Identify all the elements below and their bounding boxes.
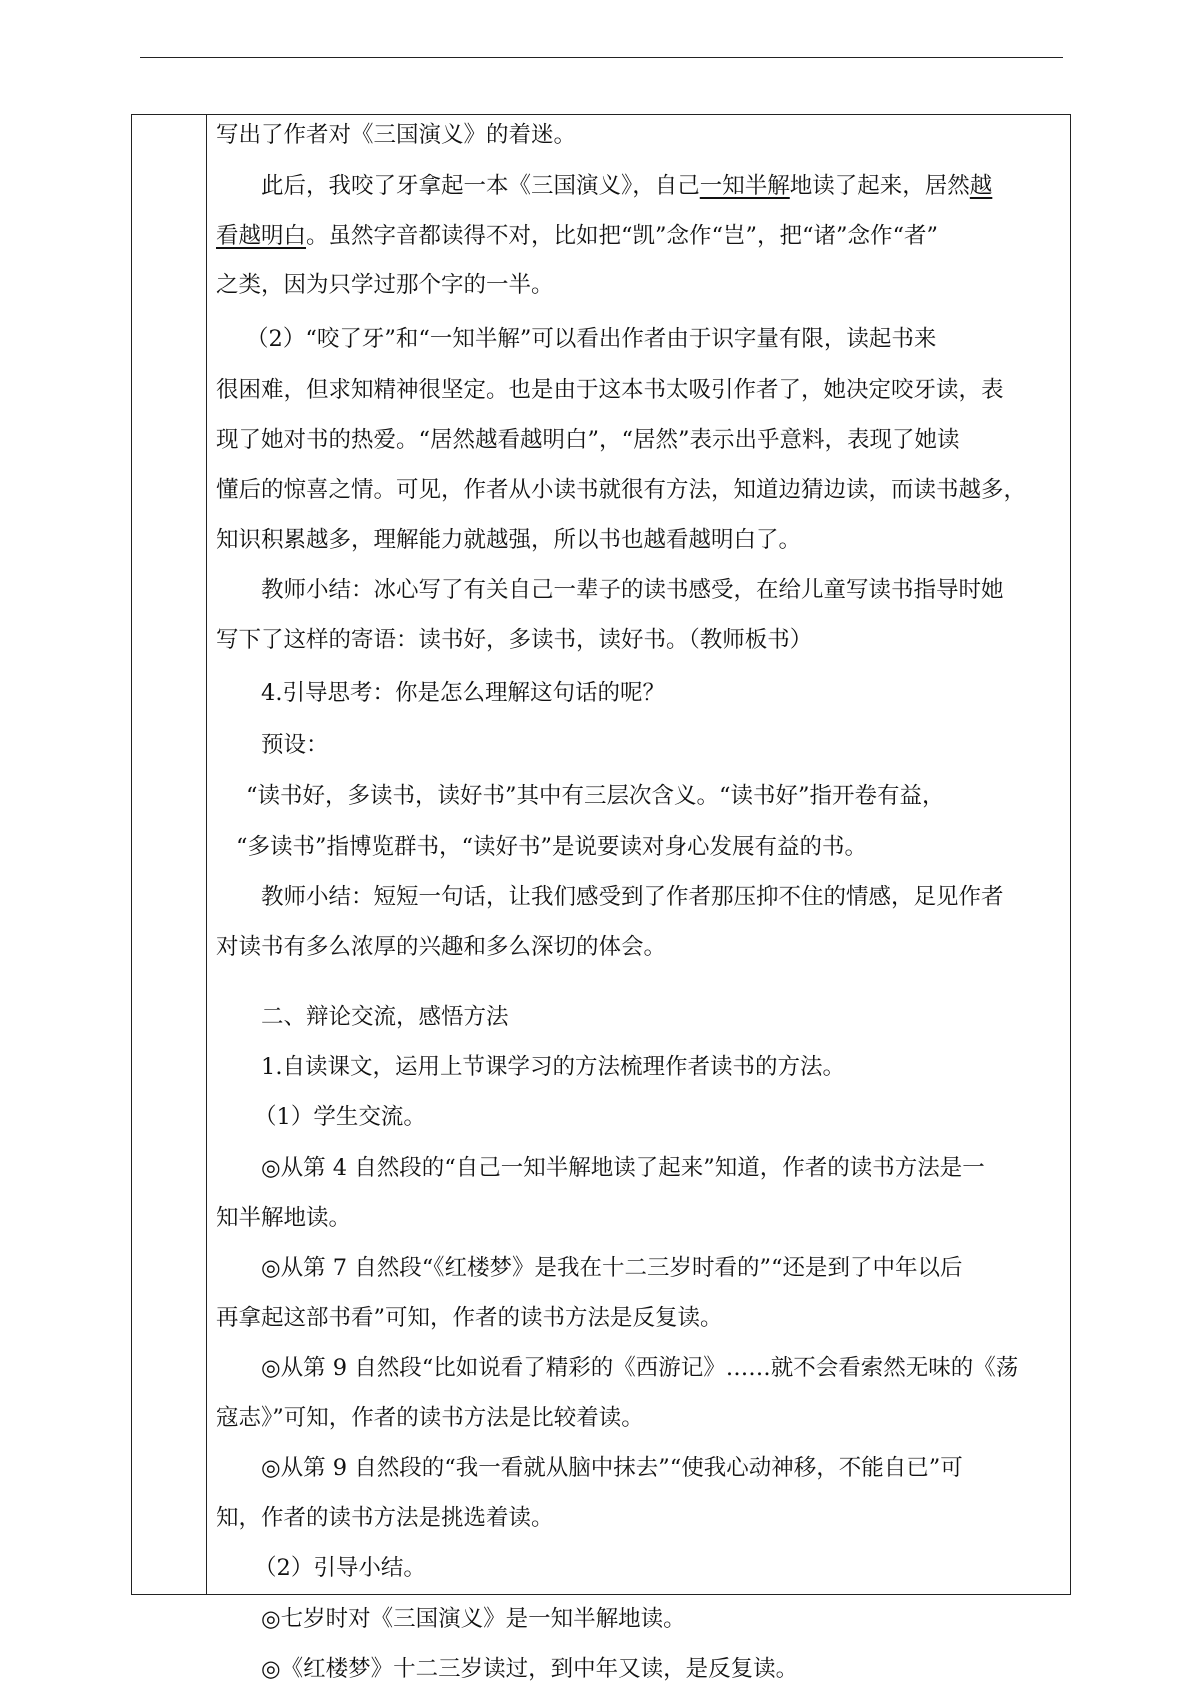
text-line: 之类，因为只学过那个字的一半。 <box>216 272 554 298</box>
text-run: 此后，我咬了牙拿起一本《三国演义》，自己 <box>261 173 700 199</box>
text-line: 现了她对书的热爱。“居然越看越明白”，“居然”表示出乎意料，表现了她读 <box>216 427 960 453</box>
text-line: ◎七岁时对《三国演义》是一知半解地读。 <box>261 1606 686 1632</box>
text-line: （2）“咬了牙”和“一知半解”可以看出作者由于识字量有限，读起书来 <box>246 326 937 352</box>
text-line: 1.自读课文，运用上节课学习的方法梳理作者读书的方法。 <box>261 1054 845 1080</box>
text-line: 写下了这样的寄语：读书好，多读书，读好书。（教师板书） <box>216 627 813 653</box>
underlined-phrase: 越 <box>969 173 993 199</box>
text-line: “多读书”指博览群书，“读好书”是说要读对身心发展有益的书。 <box>236 834 868 860</box>
text-line: 4.引导思考：你是怎么理解这句话的呢？ <box>261 680 665 706</box>
text-line: 再拿起这部书看”可知，作者的读书方法是反复读。 <box>216 1305 723 1331</box>
text-line: 寇志》”可知，作者的读书方法是比较着读。 <box>216 1405 644 1431</box>
header-rule <box>140 57 1063 58</box>
text-line: 预设： <box>261 732 329 758</box>
text-line: 写出了作者对《三国演义》的着迷。 <box>216 122 577 148</box>
lesson-table <box>131 114 1071 1682</box>
text-line: （2）引导小结。 <box>254 1555 426 1581</box>
text-line: 对读书有多么浓厚的兴趣和多么深切的体会。 <box>216 934 667 960</box>
column-divider <box>206 115 207 1594</box>
text-line: （1）学生交流。 <box>254 1104 426 1130</box>
text-line: ◎《红楼梦》十二三岁读过，到中年又读，是反复读。 <box>261 1656 799 1682</box>
underlined-phrase: 一知半解 <box>699 173 790 199</box>
section-heading: 二、辩论交流，感悟方法 <box>261 1004 509 1030</box>
underlined-phrase: 看越明白 <box>216 223 307 249</box>
text-line: 很困难，但求知精神很坚定。也是由于这本书太吸引作者了，她决定咬牙读，表 <box>216 377 1004 403</box>
text-line <box>216 171 992 201</box>
text-line: 知半解地读。 <box>216 1205 352 1231</box>
text-line: 知识积累越多，理解能力就越强，所以书也越看越明白了。 <box>216 527 802 553</box>
text-line: ◎从第 9 自然段的“我一看就从脑中抹去”“使我心动神移，不能自已”可 <box>261 1455 963 1481</box>
text-line: ◎从第 9 自然段“比如说看了精彩的《西游记》……就不会看索然无味的《荡 <box>261 1355 1019 1381</box>
text-line: ◎从第 4 自然段的“自己一知半解地读了起来”知道，作者的读书方法是一 <box>261 1155 985 1181</box>
text-line: 知，作者的读书方法是挑选着读。 <box>216 1505 554 1531</box>
text-line <box>216 221 938 251</box>
text-line: ◎从第 7 自然段“《红楼梦》是我在十二三岁时看的”“还是到了中年以后 <box>261 1255 963 1281</box>
text-line: 教师小结：短短一句话，让我们感受到了作者那压抑不住的情感，足见作者 <box>261 884 1004 910</box>
text-line: 教师小结：冰心写了有关自己一辈子的读书感受，在给儿童写读书指导时她 <box>261 577 1004 603</box>
text-line: “读书好，多读书，读好书”其中有三层次含义。“读书好”指开卷有益， <box>246 783 945 809</box>
text-run: 地读了起来，居然 <box>789 173 970 199</box>
text-line: 懂后的惊喜之情。可见，作者从小读书就很有方法，知道边猜边读，而读书越多， <box>216 477 1027 503</box>
text-run: 。虽然字音都读得不对，比如把“凯”念作“岂”，把“诸”念作“者” <box>306 223 939 249</box>
